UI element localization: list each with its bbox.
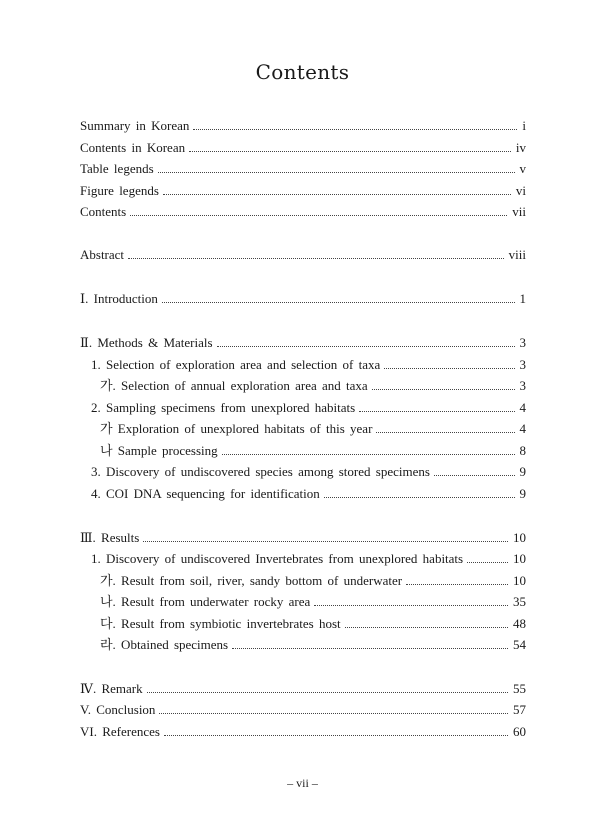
toc-entry-label: Summary in Korean [80, 118, 190, 133]
toc-entry [80, 331, 526, 351]
toc-dot-leader [314, 605, 508, 606]
toc-dot-leader [406, 584, 508, 585]
toc-entry [80, 287, 526, 307]
toc-dot-leader [434, 475, 515, 476]
toc-dot-leader [359, 411, 514, 412]
toc-dot-leader [164, 735, 508, 736]
toc-entry-page: 10 [513, 573, 526, 588]
toc-entry-page: 48 [513, 616, 526, 631]
toc-entry-page: 3 [519, 378, 526, 393]
toc-entry [80, 720, 526, 740]
toc-entry-label: VI. References [80, 724, 160, 739]
toc-entry-page: 3 [519, 335, 526, 350]
toc-entry-label: Contents in Korean [80, 140, 186, 155]
toc-entry-page: viii [508, 247, 526, 262]
toc-entry-page: vi [515, 183, 526, 198]
toc-entry-page: 9 [519, 486, 526, 501]
toc-entry [91, 460, 526, 480]
toc-entry [80, 698, 526, 718]
toc-entry-page: 4 [519, 421, 526, 436]
toc-dot-leader [467, 562, 508, 563]
toc-entry-page: v [519, 161, 526, 176]
toc-entry-label: 가 Exploration of unexplored habitats of this year [100, 421, 373, 436]
toc-entry-page: 57 [513, 702, 526, 717]
toc-entry-label: Abstract [80, 247, 125, 262]
page-number-footer: – vii – [287, 776, 318, 790]
toc-entry-label: 3. Discovery of undiscovered species among stored specimens [91, 464, 430, 479]
toc-entry-label: 1. Discovery of undiscovered Invertebrates from unexplored habitats [91, 551, 464, 566]
toc-entry-label: 가. Result from soil, river, sandy bottom of underwater [100, 573, 403, 588]
toc-entry-label: Ⅱ. Methods & Materials [80, 335, 213, 350]
toc-entry-page: 1 [519, 291, 526, 306]
toc-entry-label: 4. COI DNA sequencing for identification [91, 486, 320, 501]
toc-entry-label: Ⅰ. Introduction [80, 291, 158, 306]
toc-dot-leader [189, 151, 511, 152]
toc-entry-label: 다. Result from symbiotic invertebrates host [100, 616, 341, 631]
toc-entry [80, 157, 526, 177]
toc-entry [100, 417, 526, 437]
toc-entry-label: 나 Sample processing [100, 443, 218, 458]
toc-entry-page: vii [512, 204, 526, 219]
toc-dot-leader [163, 194, 511, 195]
toc-entry-page: iv [515, 140, 526, 155]
toc-entry-page: 9 [519, 464, 526, 479]
toc-entry [100, 633, 526, 653]
toc-entry [91, 547, 526, 567]
toc-entry [80, 677, 526, 697]
toc-entry-label: 나. Result from underwater rocky area [100, 594, 311, 609]
toc-dot-leader [143, 541, 508, 542]
toc-entry-label: Figure legends [80, 183, 159, 198]
toc-entry-label: Ⅳ. Remark [80, 681, 143, 696]
toc-entry-label: Ⅲ. Results [80, 530, 140, 545]
toc-entry-page: 35 [513, 594, 526, 609]
toc-dot-leader [222, 454, 515, 455]
toc-entry [100, 569, 526, 589]
toc-entry [80, 526, 526, 546]
toc-entry [91, 396, 526, 416]
toc-entry-label: Table legends [80, 161, 154, 176]
toc-entry [80, 200, 526, 220]
toc-entry [100, 439, 526, 459]
toc-entry-page: i [522, 118, 526, 133]
toc-entry [100, 612, 526, 632]
toc-entry-page: 60 [513, 724, 526, 739]
toc-entry-page: 4 [519, 400, 526, 415]
toc-entry-page: 8 [519, 443, 526, 458]
toc-entry [80, 114, 526, 134]
toc-entry [91, 353, 526, 373]
toc-dot-leader [217, 346, 515, 347]
toc-entry-label: 가. Selection of annual exploration area and taxa [100, 378, 368, 393]
toc-dot-leader [372, 389, 515, 390]
toc-dot-leader [345, 627, 508, 628]
toc-dot-leader [376, 432, 514, 433]
toc-entry-page: 55 [513, 681, 526, 696]
toc-dot-leader [159, 713, 508, 714]
toc-entry-label: V. Conclusion [80, 702, 156, 717]
toc-entry-page: 10 [513, 551, 526, 566]
toc-dot-leader [147, 692, 508, 693]
toc-entry-label: 라. Obtained specimens [100, 637, 229, 652]
toc-entry [91, 482, 526, 502]
toc-entry-label: Contents [80, 204, 127, 219]
toc-dot-leader [130, 215, 507, 216]
toc-entry-page: 10 [513, 530, 526, 545]
toc-entry [80, 179, 526, 199]
toc-dot-leader [193, 129, 517, 130]
toc-dot-leader [324, 497, 515, 498]
toc-entry [80, 136, 526, 156]
page-title: Contents [255, 60, 350, 84]
toc-dot-leader [162, 302, 515, 303]
toc-entry [100, 374, 526, 394]
toc-entry [80, 243, 526, 263]
toc-dot-leader [232, 648, 508, 649]
toc-entry-label: 1. Selection of exploration area and selection of taxa [91, 357, 381, 372]
toc-entry-page: 3 [519, 357, 526, 372]
toc-dot-leader [128, 258, 504, 259]
toc-entry-label: 2. Sampling specimens from unexplored habitats [91, 400, 356, 415]
toc-dot-leader [158, 172, 515, 173]
toc-entry-page: 54 [513, 637, 526, 652]
toc-entry [100, 590, 526, 610]
toc-dot-leader [384, 368, 514, 369]
